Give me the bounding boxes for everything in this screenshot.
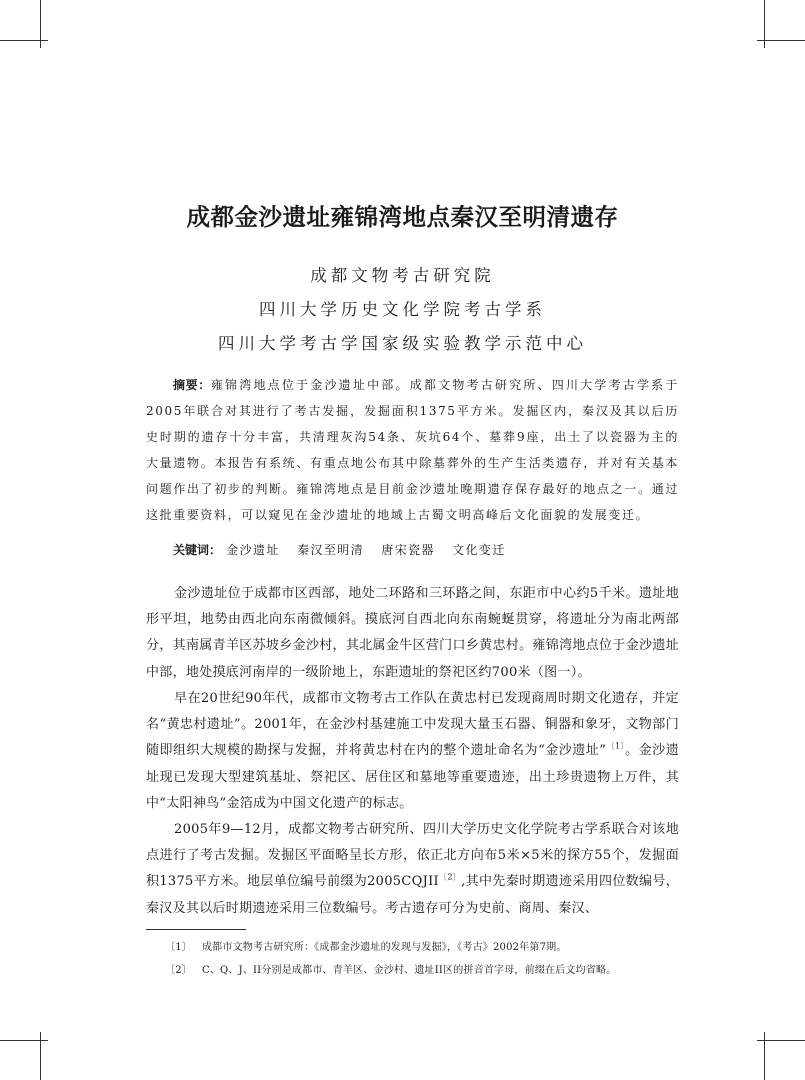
body-text: 2005年9—12月，成都文物考古研究所、四川大学历史文化学院考古学系联合对该地点进行了考古发掘。发掘区平面略呈长方形，依正北方向布5米×5米的探方55个，发掘面积1375平方米。地层单位编号前缀为2005CQJII [146,822,679,890]
crop-mark [757,1040,805,1041]
footnote-1 [165,938,567,953]
affiliation-2: 四川大学历史文化学院考古学系 [259,300,546,319]
affiliation-3: 四川大学考古学国家级实验教学示范中心 [218,334,587,353]
citation-ref-1[interactable]: 〔1〕 [606,742,626,752]
abstract-label: 摘要： [173,378,211,392]
keywords-label: 关键词： [173,543,222,557]
keyword: 秦汉至明清 [297,543,365,557]
keyword: 文化变迁 [452,543,506,557]
footnote-divider [146,929,246,930]
abstract-text: 雍锦湾地点位于金沙遗址中部。成都文物考古研究所、四川大学考古学系于2005年联合对其进行了考古发掘，发掘面积1375平方米。发掘区内，秦汉及其以后历史时期的遗存十分丰富，共清理灰沟54条、灰坑64个、墓葬9座，出土了以瓷器为主的大量遗物。本报告有系统、有重点地公布其中除墓葬外的生产生活类遗存，并对有关基本问题作出了初步的判断。雍锦湾地点是目前金沙遗址晚期遗存保存最好的地点之一。通过这批重要资料，可以窥见在金沙遗址的地域上古蜀文明高峰后文化面貌的发展变迁。 [146,378,679,522]
keywords [173,541,518,558]
abstract [146,372,679,528]
footnote-text: C、Q、J、II分别是成都市、青羊区、金沙村、遗址II区的拼音首字母，前缀在后文均省略。 [201,965,617,976]
body-text: 。金沙遗址现已发现大型建筑基址、祭祀区、居住区和墓地等重要遗迹，出土珍贵遗物上万件，其中“太阳神鸟”金箔成为中国文化遗产的标志。 [146,743,679,811]
crop-mark [0,40,48,41]
body-text: ,其中先秦时期遗迹采用四位数编号，秦汉及其以后时期遗迹采用三位数编号。考古遗存可分为史前、商周、秦汉、 [146,874,680,916]
footnote-number: 〔1〕 [165,942,192,953]
body-text: 早在20世纪90年代，成都市文物考古工作队在黄忠村已发现商周时期文化遗存，并定名“黄忠村遗址”。2001年，在金沙村基建施工中发现大量玉石器、铜器和象牙，文物部门随即组织大规模的勘探与发掘，并将黄忠村在内的整个遗址命名为“金沙遗址” [146,691,679,759]
keyword: 金沙遗址 [226,543,280,557]
affiliation-1: 成都文物考古研究院 [310,266,495,285]
footnote-2 [165,961,616,976]
citation-ref-2[interactable]: 〔2〕 [438,873,462,883]
crop-mark [0,1040,48,1041]
body-paragraph-1: 金沙遗址位于成都市区西部，地处二环路和三环路之间，东距市中心约5千米。遗址地形平坦，地势由西北向东南微倾斜。摸底河自西北向东南蜿蜒贯穿，将遗址分为南北两部分，其南属青羊区苏坡乡金沙村，其北属金牛区营门口乡黄忠村。雍锦湾地点位于金沙遗址中部，地处摸底河南岸的一级阶地上，东距遗址的祭祀区约700米（图一）。 [146,586,679,680]
footnote-number: 〔2〕 [165,965,192,976]
keyword: 唐宋瓷器 [381,543,435,557]
body-paragraph-3 [146,817,679,922]
article-title: 成都金沙遗址雍锦湾地点秦汉至明清遗存 [186,203,619,231]
crop-mark [757,40,805,41]
footnote-text: 成都市文物考古研究所：《成都金沙遗址的发现与发掘》，《考古》2002年第7期。 [201,942,567,953]
body-paragraph-2 [146,686,679,817]
